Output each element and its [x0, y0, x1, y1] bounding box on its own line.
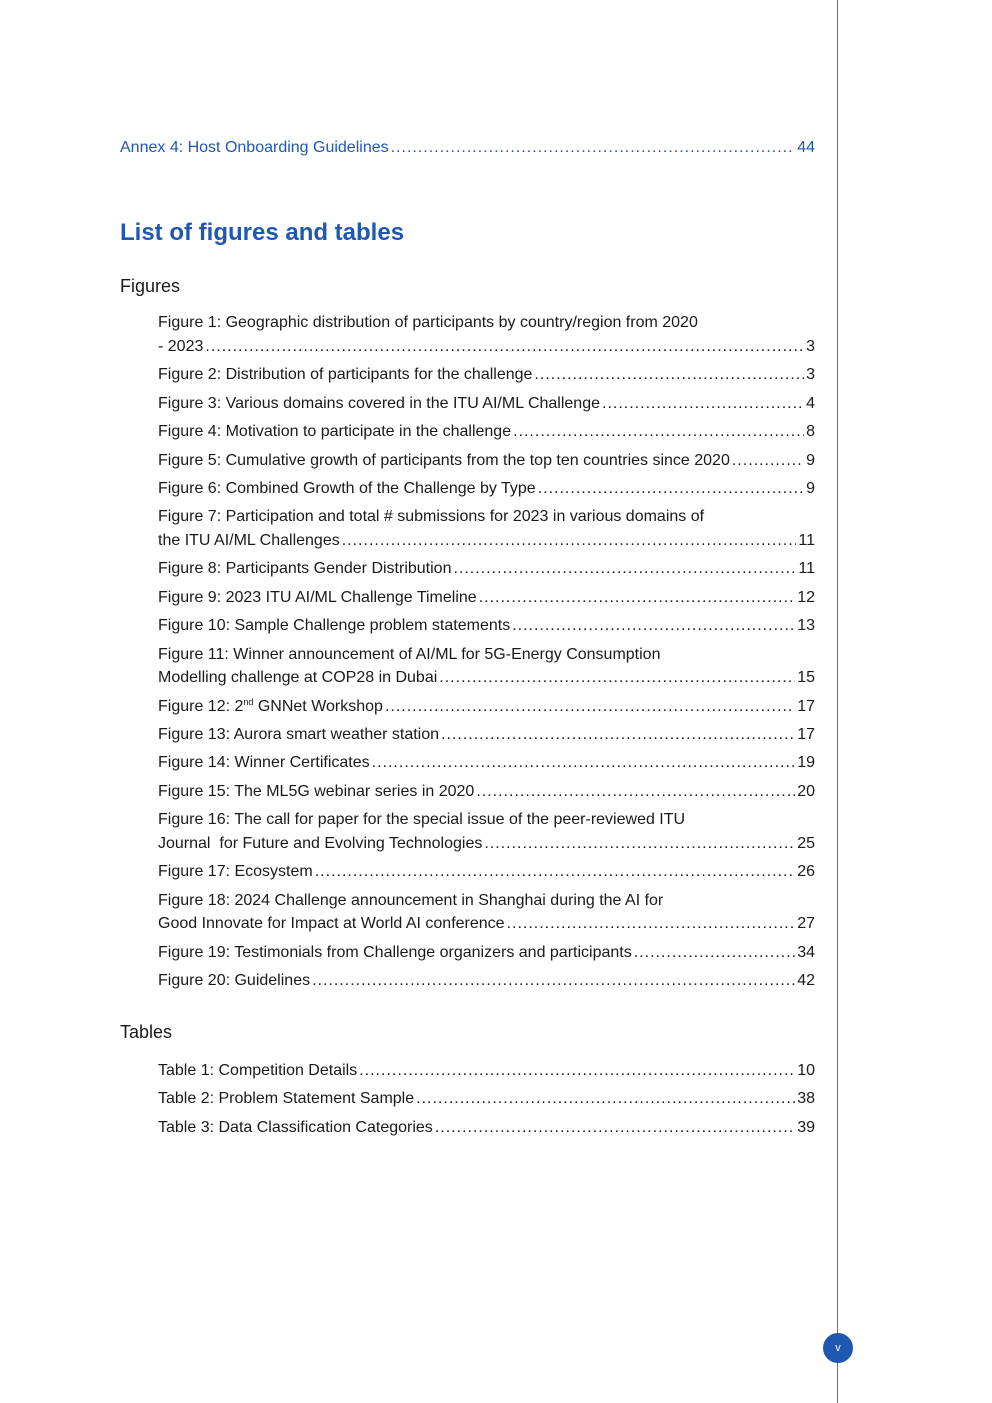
toc-entry-label: Figure 20: Guidelines	[158, 972, 311, 989]
toc-entry-figure-10[interactable]	[158, 616, 815, 636]
toc-entry-page: 38	[797, 1090, 815, 1107]
page-number-badge: v	[823, 1333, 853, 1363]
dot-leader	[634, 943, 795, 963]
toc-entry-annex-4[interactable]	[120, 138, 815, 158]
dot-leader	[315, 862, 795, 882]
toc-entry-label: Figure 5: Cumulative growth of participants from the top ten countries since 2020	[158, 452, 730, 469]
label-text: GNNet Workshop	[253, 698, 383, 715]
toc-entry-line1: Figure 11: Winner announcement of AI/ML for 5G-Energy Consumption	[158, 646, 661, 663]
toc-entry-page: 15	[797, 669, 815, 686]
toc-entry-page: 39	[797, 1119, 815, 1136]
toc-entry-page: 25	[797, 835, 815, 852]
toc-entry-table-2[interactable]	[158, 1089, 815, 1109]
toc-entry-figure-7[interactable]	[158, 531, 815, 551]
toc-entry-label: Figure 10: Sample Challenge problem statements	[158, 617, 511, 634]
toc-entry-page: 17	[797, 698, 815, 715]
toc-entry-page: 27	[797, 915, 815, 932]
toc-entry-figure-3[interactable]	[158, 394, 815, 414]
label-text: Figure 12: 2	[158, 698, 244, 715]
dot-leader	[385, 697, 795, 717]
toc-entry-page: 17	[797, 726, 815, 743]
margin-rule	[837, 0, 838, 1403]
toc-entry-figure-19[interactable]	[158, 943, 815, 963]
toc-entry-figure-16[interactable]	[158, 834, 815, 854]
toc-entry-page: 10	[797, 1062, 815, 1079]
toc-entry-figure-8[interactable]	[158, 559, 815, 579]
toc-entry-label: Figure 6: Combined Growth of the Challenge by Type	[158, 480, 536, 497]
toc-entry-figure-14[interactable]	[158, 753, 815, 773]
dot-leader	[391, 138, 796, 158]
dot-leader	[372, 753, 796, 773]
toc-entry-page: 44	[797, 139, 815, 156]
toc-entry-label: Figure 14: Winner Certificates	[158, 754, 370, 771]
toc-entry-page: 9	[806, 452, 815, 469]
toc-entry-label: Journal for Future and Evolving Technologies	[158, 835, 483, 852]
toc-entry-page: 20	[797, 783, 815, 800]
dot-leader	[205, 337, 804, 357]
toc-entry-page: 9	[806, 480, 815, 497]
toc-entry-label: Figure 2: Distribution of participants for the challenge	[158, 366, 533, 383]
toc-entry-page: 11	[798, 532, 815, 549]
dot-leader	[732, 451, 804, 471]
toc-entry-label	[158, 697, 383, 717]
dot-leader	[513, 422, 804, 442]
toc-entry-label: Table 2: Problem Statement Sample	[158, 1090, 415, 1107]
toc-entry-figure-4[interactable]	[158, 422, 815, 442]
dot-leader	[435, 1118, 795, 1138]
dot-leader	[512, 616, 795, 636]
toc-entry-page: 19	[797, 754, 815, 771]
toc-entry-label: Figure 8: Participants Gender Distribution	[158, 560, 452, 577]
toc-entry-page: 3	[806, 338, 815, 355]
dot-leader	[476, 782, 795, 802]
toc-entry-label: Good Innovate for Impact at World AI conference	[158, 915, 505, 932]
toc-entry-page: 34	[797, 944, 815, 961]
toc-entry-page: 4	[806, 395, 815, 412]
dot-leader	[312, 971, 795, 991]
toc-entry-label: the ITU AI/ML Challenges	[158, 532, 340, 549]
toc-entry-figure-6[interactable]	[158, 479, 815, 499]
toc-entry-label: Modelling challenge at COP28 in Dubai	[158, 669, 438, 686]
toc-entry-figure-20[interactable]	[158, 971, 815, 991]
toc-entry-label: - 2023	[158, 338, 204, 355]
toc-entry-page: 13	[797, 617, 815, 634]
label-superscript: nd	[243, 697, 254, 707]
toc-entry-page: 26	[797, 863, 815, 880]
toc-entry-page: 8	[806, 423, 815, 440]
toc-entry-label: Annex 4: Host Onboarding Guidelines	[120, 139, 389, 156]
toc-entry-label: Figure 9: 2023 ITU AI/ML Challenge Timeline	[158, 589, 477, 606]
toc-entry-figure-9[interactable]	[158, 588, 815, 608]
dot-leader	[441, 725, 795, 745]
tables-heading: Tables	[120, 1022, 173, 1042]
dot-leader	[534, 365, 804, 385]
toc-entry-page: 12	[797, 589, 815, 606]
toc-entry-figure-1[interactable]	[158, 337, 815, 357]
toc-entry-label: Figure 15: The ML5G webinar series in 2020	[158, 783, 475, 800]
toc-entry-line1: Figure 1: Geographic distribution of participants by country/region from 2020	[158, 314, 698, 331]
dot-leader	[359, 1061, 795, 1081]
toc-entry-table-3[interactable]	[158, 1118, 815, 1138]
figures-heading: Figures	[120, 276, 181, 296]
dot-leader	[439, 668, 795, 688]
toc-entry-figure-5[interactable]	[158, 451, 815, 471]
toc-entry-figure-18[interactable]	[158, 914, 815, 934]
toc-entry-line1: Figure 16: The call for paper for the special issue of the peer-reviewed ITU	[158, 811, 686, 828]
toc-entry-figure-2[interactable]	[158, 365, 815, 385]
toc-entry-label: Table 3: Data Classification Categories	[158, 1119, 433, 1136]
dot-leader	[342, 531, 797, 551]
toc-entry-figure-11[interactable]	[158, 668, 815, 688]
toc-entry-figure-12[interactable]	[158, 697, 815, 717]
toc-entry-figure-17[interactable]	[158, 862, 815, 882]
dot-leader	[416, 1089, 795, 1109]
toc-entry-label: Figure 17: Ecosystem	[158, 863, 313, 880]
toc-entry-page: 3	[806, 366, 815, 383]
toc-entry-label: Figure 3: Various domains covered in the ITU AI/ML Challenge	[158, 395, 600, 412]
dot-leader	[453, 559, 796, 579]
dot-leader	[507, 914, 796, 934]
page-title: List of figures and tables	[120, 219, 405, 246]
dot-leader	[479, 588, 796, 608]
dot-leader	[602, 394, 804, 414]
toc-entry-table-1[interactable]	[158, 1061, 815, 1081]
toc-entry-page: 42	[797, 972, 815, 989]
toc-entry-label: Figure 19: Testimonials from Challenge organizers and participants	[158, 944, 632, 961]
toc-entry-line1: Figure 18: 2024 Challenge announcement in Shanghai during the AI for	[158, 892, 664, 909]
toc-entry-line1: Figure 7: Participation and total # submissions for 2023 in various domains of	[158, 508, 705, 525]
toc-entry-label: Figure 13: Aurora smart weather station	[158, 726, 440, 743]
dot-leader	[538, 479, 804, 499]
toc-entry-label: Table 1: Competition Details	[158, 1062, 358, 1079]
toc-entry-page: 11	[798, 560, 815, 577]
toc-entry-figure-15[interactable]	[158, 782, 815, 802]
dot-leader	[484, 834, 795, 854]
toc-entry-label: Figure 4: Motivation to participate in the challenge	[158, 423, 512, 440]
toc-entry-figure-13[interactable]	[158, 725, 815, 745]
